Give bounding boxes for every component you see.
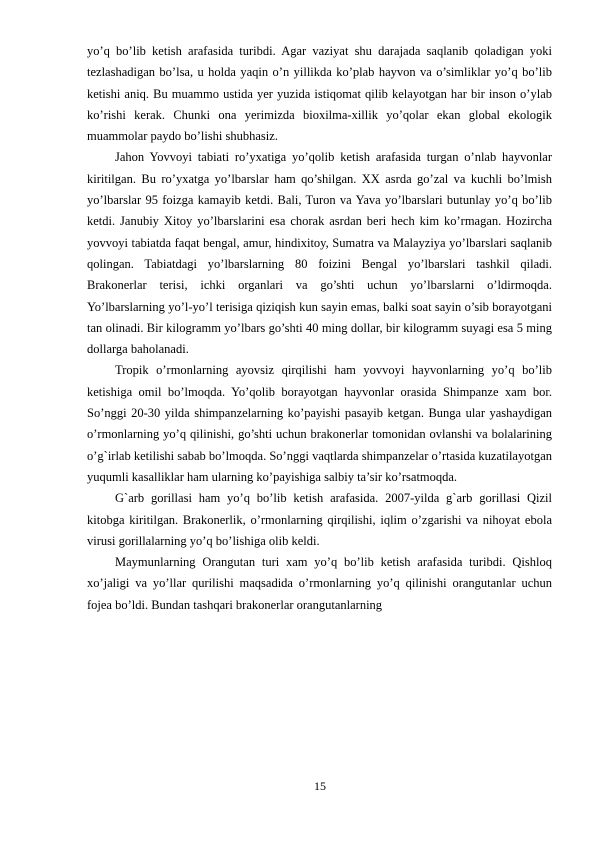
paragraph-tigers: Jahon Yovvoyi tabiati ro’yxatiga yo’qolib ketish arafasida turgan o’nlab hayvonlar kiritilgan. Bu ro’yxatga yo’lbarslar ham qo’shilgan. XX asrda go’zal va kuchli bo’lmish yo’lbarslar 95 foizga kamayib ketdi. Bali, Turon va Yava yo’lbarslari butunlay yo’q bo’lib ketdi. Janubiy Xitoy yo’lbarslarini esa chorak asrdan beri hech kim ko’rmagan. Hozircha yovvoyi tabiatda faqat bengal, amur, hindixitoy, Sumatra va Malayziya yo’lbarslari saqlanib qolingan. Tabiatdagi yo’lbarslarning 80 foizini Bengal yo’lbarslari tashkil qiladi. Brakonerlar terisi, ichki organlari va go’shti uchun yo’lbarslarni o’ldirmoqda. Yo’lbarslarning yo’l-yo’l terisiga qiziqish kun sayin emas, balki soat sayin o’sib borayotgani tan olinadi. Bir kilogramm yo’lbars go’shti 40 ming dollar, bir kilogramm suyagi esa 5 ming dollarga baholanadi. [87,150,552,357]
paragraph-gorillas: G`arb gorillasi ham yo’q bo’lib ketish arafasida. 2007-yilda g`arb gorillasi Qizil kitobga kiritilgan. Brakonerlik, o’rmonlarning qirqilishi, iqlim o’zgarishi va nihoyat ebola virusi gorillalarning yo’q bo’lishiga olib keldi. [87,491,552,548]
paragraph-biodiversity-loss: yo’q bo’lib ketish arafasida turibdi. Agar vaziyat shu darajada saqlanib qoladigan yoki tezlashadigan bo’lsa, u holda yaqin o’n yillikda ko’plab hayvon va o’simliklar yo’q bo’lib ketishi aniq. Bu muammo ustida yer yuzida istiqomat qilib kelayotgan har bir inson o’ylab ko’rishi kerak. Chunki ona yerimizda bioxilma-xillik yo’qolar ekan global ekologik muammolar paydo bo’lishi shubhasiz. [87,44,552,144]
page-body [87,41,552,616]
page-number: 15 [314,779,326,793]
paragraph-orangutans: Maymunlarning Orangutan turi xam yo’q bo’lib ketish arafasida turibdi. Qishloq xo’jaligi va yo’llar qurilishi maqsadida o’rmonlarning yo’q qilinishi orangutanlar uchun fojea bo’ldi. Bundan tashqari brakonerlar orangutanlarning [87,555,552,612]
paragraph-chimpanzees: Tropik o’rmonlarning ayovsiz qirqilishi ham yovvoyi hayvonlarning yo’q bo’lib ketishiga omil bo’lmoqda. Yo’qolib borayotgan hayvonlar orasida Shimpanze xam bor. So’nggi 20-30 yilda shimpanzelarning ko’payishi pasayib ketgan. Bunga ular yashaydigan o’rmonlarning yo’q qilinishi, go’shti uchun brakonerlar tomonidan ovlanshi va bolalarining o’g`irlab ketilishi sabab bo’lmoqda. So’nggi vaqtlarda shimpanzelar o’rtasida kuzatilayotgan yuqumli kasalliklar ham ularning ko’payishiga salbiy ta’sir ko’rsatmoqda. [87,363,552,484]
